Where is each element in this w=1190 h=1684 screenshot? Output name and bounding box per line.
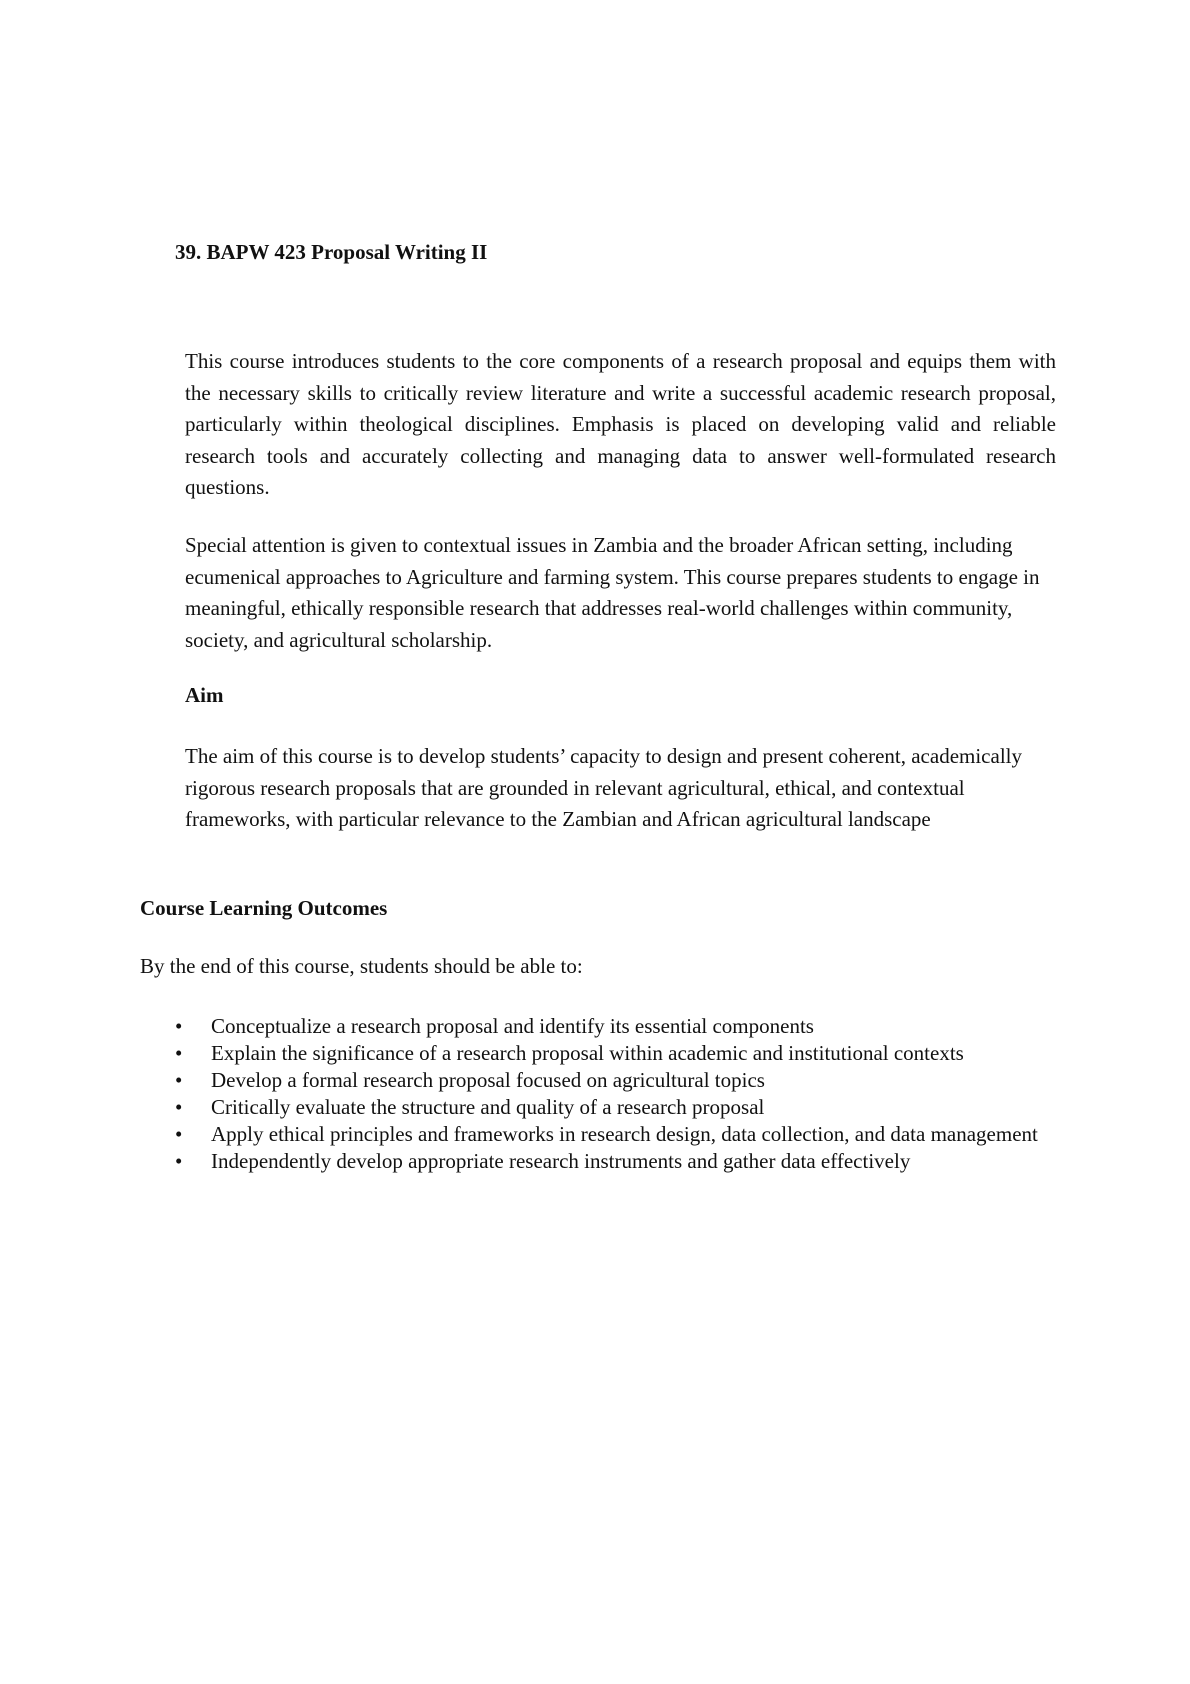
course-heading: 39. BAPW 423 Proposal Writing II <box>175 240 488 264</box>
list-item <box>175 1013 1065 1040</box>
bullet-icon: • <box>175 1041 183 1065</box>
outcomes-heading: Course Learning Outcomes <box>140 896 388 920</box>
outcome-text: Explain the significance of a research proposal within academic and institutional contexts <box>211 1041 964 1065</box>
outcome-text: Critically evaluate the structure and quality of a research proposal <box>211 1095 765 1119</box>
bullet-icon: • <box>175 1068 183 1092</box>
list-item <box>175 1121 1065 1148</box>
aim-heading: Aim <box>185 683 224 707</box>
outcomes-list <box>175 1013 1065 1175</box>
bullet-icon: • <box>175 1122 183 1146</box>
list-item <box>175 1040 1065 1067</box>
outcome-text: Conceptualize a research proposal and identify its essential components <box>211 1014 814 1038</box>
list-item <box>175 1094 1065 1121</box>
bullet-icon: • <box>175 1095 183 1119</box>
outcome-text: Apply ethical principles and frameworks in research design, data collection, and data management <box>211 1122 1038 1146</box>
list-item <box>175 1148 1065 1175</box>
outcome-text: Independently develop appropriate research instruments and gather data effectively <box>211 1149 911 1173</box>
list-item <box>175 1067 1065 1094</box>
outcome-text: Develop a formal research proposal focused on agricultural topics <box>211 1068 765 1092</box>
outcomes-intro: By the end of this course, students should be able to: <box>140 954 583 978</box>
aim-paragraph: The aim of this course is to develop students’ capacity to design and present coherent, academically rigorous research proposals that are grounded in relevant agricultural, ethical, and contextual frameworks, with particular relevance to the Zambian and African agricultural landscape <box>185 744 1022 831</box>
bullet-icon: • <box>175 1149 183 1173</box>
intro-paragraph: This course introduces students to the core components of a research proposal and equips them with the necessary skills to critically review literature and write a successful academic research proposal, particularly within theological disciplines. Emphasis is placed on developing valid and reliable research tools and accurately collecting and managing data to answer well-formulated research questions. <box>185 349 1056 499</box>
bullet-icon: • <box>175 1014 183 1038</box>
context-paragraph: Special attention is given to contextual issues in Zambia and the broader African setting, including ecumenical approaches to Agriculture and farming system. This course prepares students to engage in meaningful, ethically responsible research that addresses real-world challenges within community, society, and agricultural scholarship. <box>185 533 1040 652</box>
